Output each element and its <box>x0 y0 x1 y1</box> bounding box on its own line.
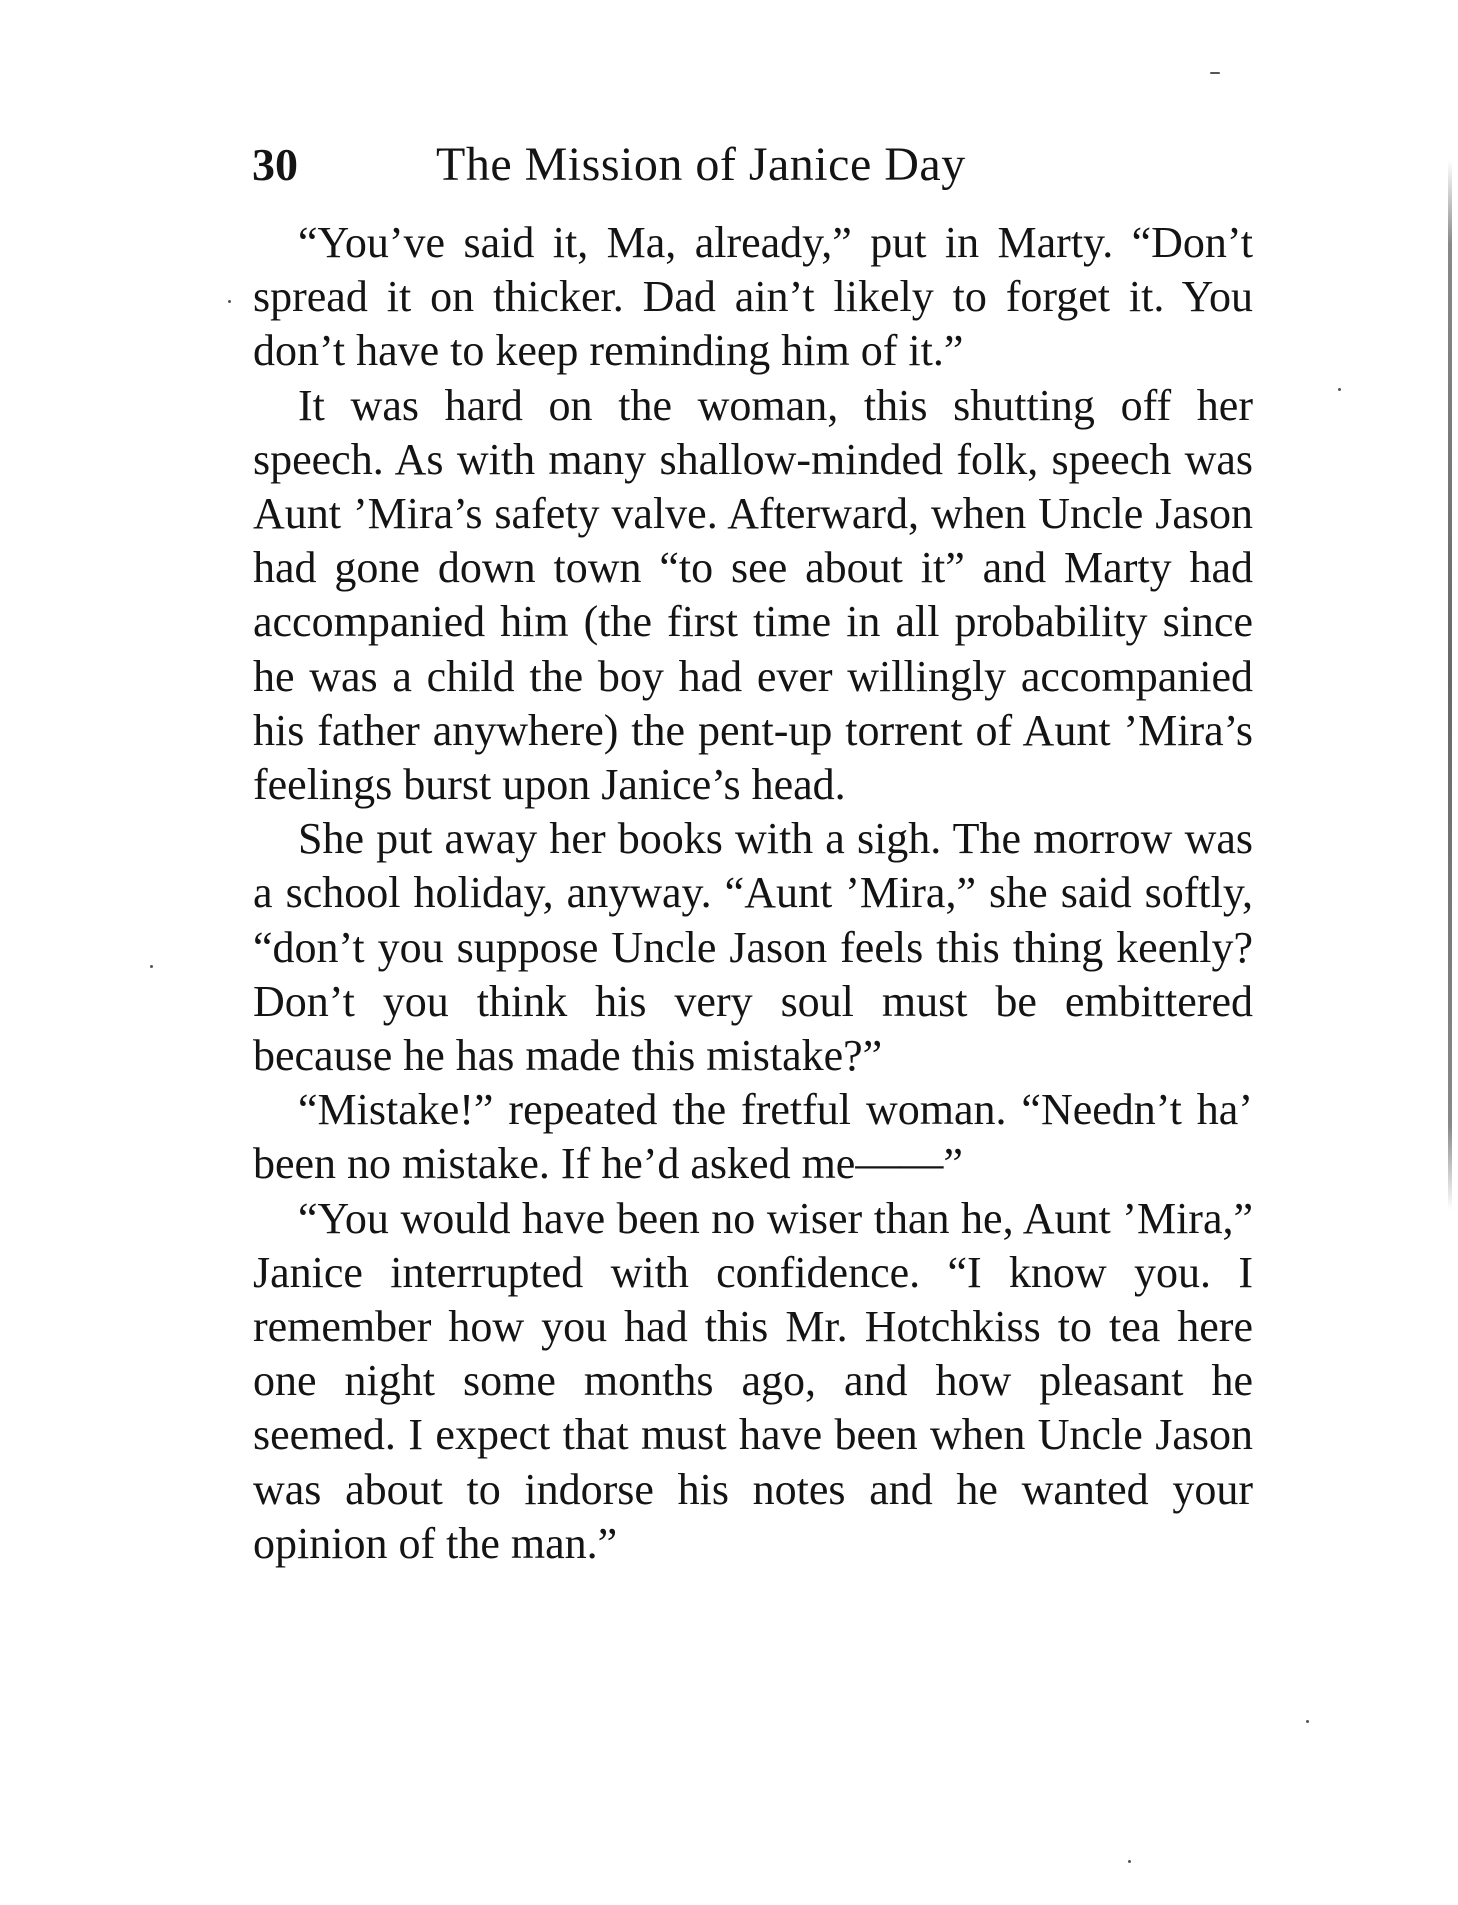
running-title: The Mission of Janice Day <box>436 138 966 191</box>
scan-speck <box>1128 1860 1131 1863</box>
paragraph: It was hard on the woman, this shutting off her speech. As with many shallow-minded folk, speech was Aunt ’Mira’s safety valve. Afterward, when Uncle Jason had gone down town “to see about it” and Marty had accompanied him (the first time in all probability since he was a child the boy had ever willingly accompanied his father anywhere) the pent-up torrent of Aunt ’Mira’s feelings burst upon Janice’s head. <box>253 380 1253 810</box>
body-text <box>253 216 1253 1571</box>
page-edge-shadow <box>1448 160 1452 1210</box>
page-header <box>252 130 1072 200</box>
paragraph: “Mistake!” repeated the fretful woman. “Needn’t ha’ been no mistake. If he’d asked me——” <box>253 1085 1253 1189</box>
scan-speck <box>228 300 231 303</box>
paragraph: “You’ve said it, Ma, already,” put in Marty. “Don’t spread it on thicker. Dad ain’t likely to forget it. You don’t have to keep reminding him of it.” <box>253 218 1253 376</box>
paragraph: “You would have been no wiser than he, Aunt ’Mira,” Janice interrupted with confidence. “I know you. I remember how you had this Mr. Hotchkiss to tea here one night some months ago, and how pleasant he seemed. I expect that must have been when Uncle Jason was about to indorse his notes and he wanted your opinion of the man.” <box>253 1193 1253 1568</box>
scan-speck <box>150 965 153 968</box>
scan-speck <box>1306 1720 1309 1723</box>
scan-speck <box>1210 72 1220 74</box>
page-number: 30 <box>252 139 298 190</box>
scan-speck <box>1338 388 1341 391</box>
paragraph: She put away her books with a sigh. The morrow was a school holiday, anyway. “Aunt ’Mira,” she said softly, “don’t you suppose Uncle Jason feels this thing keenly? Don’t you think his very soul must be embittered because he has made this mistake?” <box>253 814 1253 1081</box>
